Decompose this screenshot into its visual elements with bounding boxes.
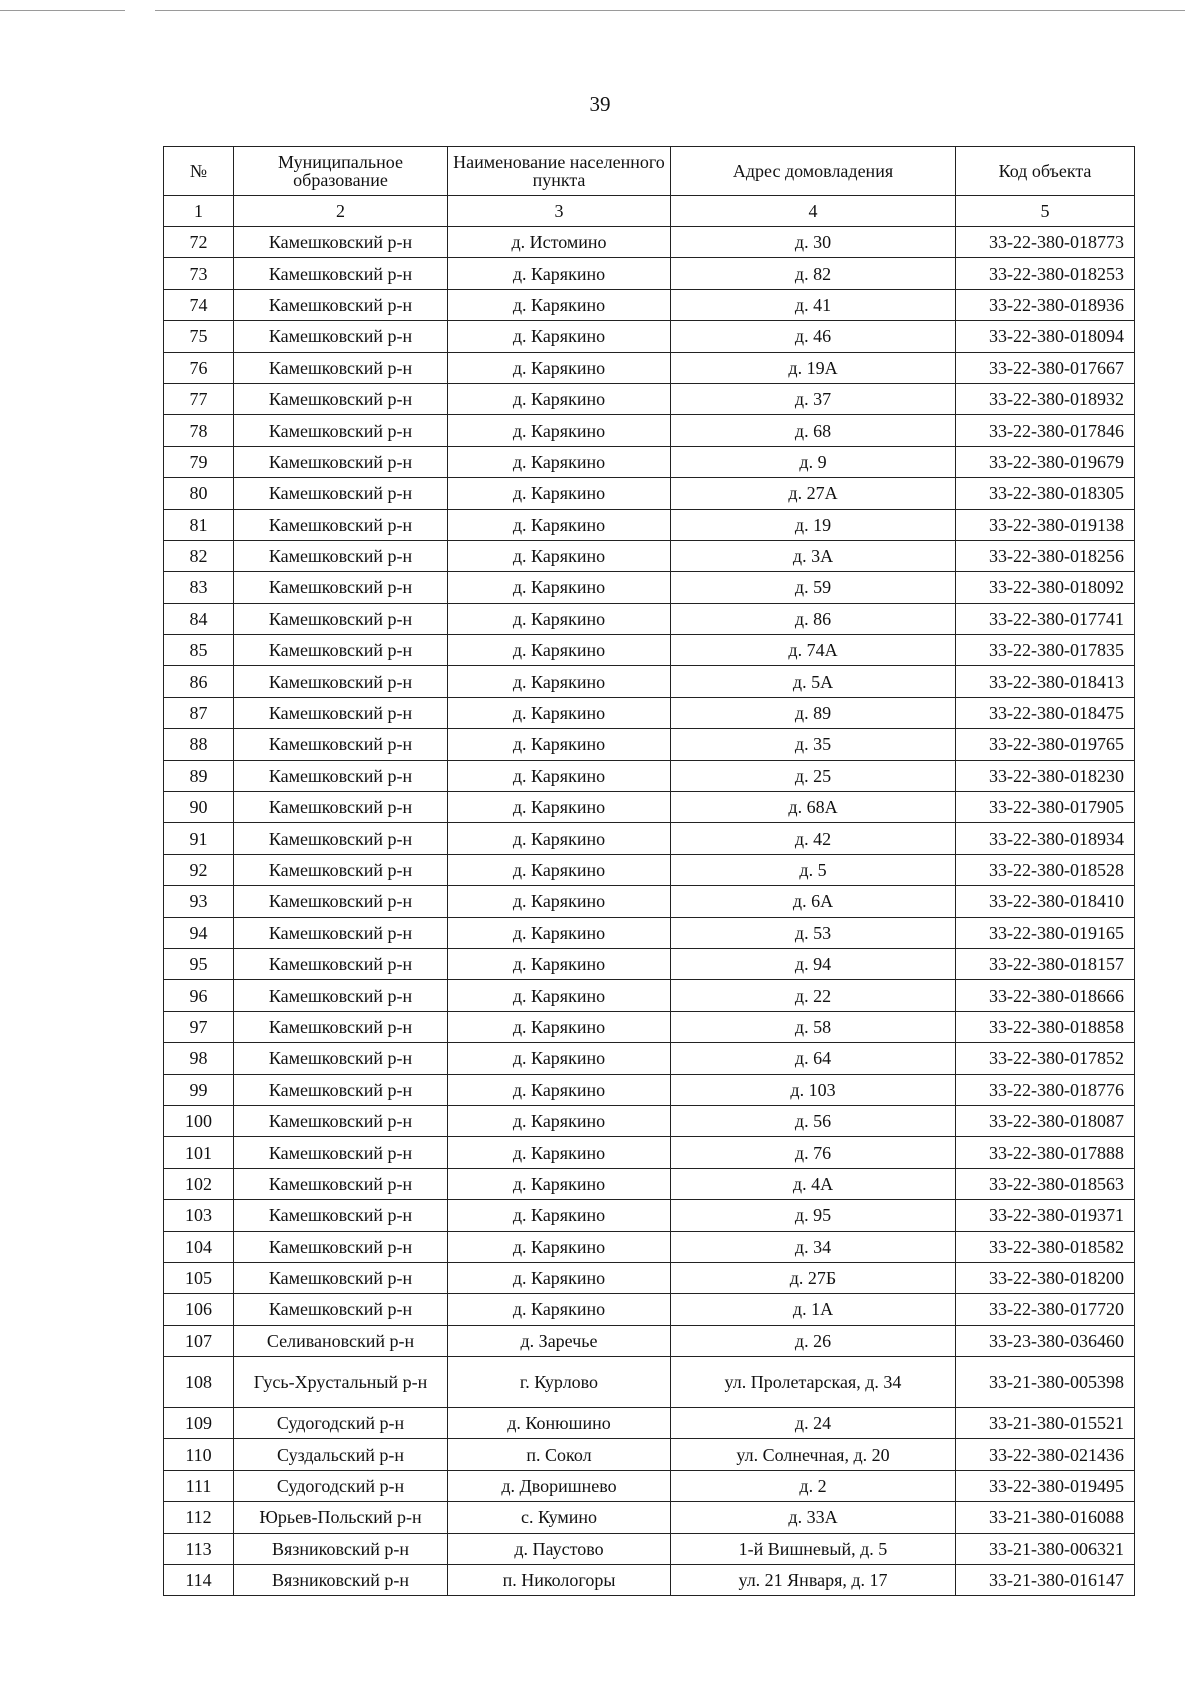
row-number: 114 [164,1565,234,1596]
scan-edge-line-left [0,10,125,11]
header-address: Адрес домовладения [671,147,956,196]
row-number: 82 [164,540,234,571]
address-cell: д. 64 [671,1043,956,1074]
settlement-cell: д. Карякино [448,1200,671,1231]
settlement-cell: с. Кумино [448,1502,671,1533]
municipality-cell: Камешковский р-н [234,572,448,603]
row-number: 111 [164,1470,234,1501]
settlement-cell: д. Карякино [448,415,671,446]
table-row [164,1357,1135,1408]
municipality-cell: Вязниковский р-н [234,1565,448,1596]
settlement-cell: д. Карякино [448,383,671,414]
settlement-cell: д. Карякино [448,1105,671,1136]
row-number: 78 [164,415,234,446]
address-cell: д. 37 [671,383,956,414]
address-cell: д. 103 [671,1074,956,1105]
table-row [164,446,1135,477]
address-cell: д. 68 [671,415,956,446]
municipality-cell: Камешковский р-н [234,792,448,823]
table-row [164,227,1135,258]
municipality-cell: Камешковский р-н [234,760,448,791]
object-code-cell: 33-22-380-018934 [956,823,1135,854]
address-cell: д. 27А [671,478,956,509]
object-code-cell: 33-22-380-018773 [956,227,1135,258]
row-number: 93 [164,886,234,917]
municipality-cell: Камешковский р-н [234,1200,448,1231]
row-number: 81 [164,509,234,540]
settlement-cell: д. Карякино [448,729,671,760]
address-cell: д. 26 [671,1325,956,1356]
table-row [164,1439,1135,1470]
table-body [164,227,1135,1596]
column-number-row [164,196,1135,227]
address-cell: д. 82 [671,258,956,289]
address-cell: д. 95 [671,1200,956,1231]
settlement-cell: д. Конюшино [448,1408,671,1439]
object-code-cell: 33-22-380-018256 [956,540,1135,571]
address-cell: д. 9 [671,446,956,477]
address-cell: д. 19А [671,352,956,383]
address-cell: д. 59 [671,572,956,603]
table-row [164,854,1135,885]
municipality-cell: Камешковский р-н [234,603,448,634]
row-number: 101 [164,1137,234,1168]
municipality-cell: Камешковский р-н [234,948,448,979]
object-code-cell: 33-22-380-021436 [956,1439,1135,1470]
object-code-cell: 33-21-380-015521 [956,1408,1135,1439]
municipality-cell: Камешковский р-н [234,1294,448,1325]
settlement-cell: д. Карякино [448,1137,671,1168]
row-number: 83 [164,572,234,603]
row-number: 113 [164,1533,234,1564]
settlement-cell: д. Карякино [448,635,671,666]
municipality-cell: Камешковский р-н [234,1137,448,1168]
municipality-cell: Камешковский р-н [234,1011,448,1042]
settlement-cell: д. Карякино [448,352,671,383]
municipality-cell: Камешковский р-н [234,729,448,760]
municipality-cell: Вязниковский р-н [234,1533,448,1564]
object-code-cell: 33-22-380-019495 [956,1470,1135,1501]
table-row [164,823,1135,854]
row-number: 74 [164,289,234,320]
table-row [164,948,1135,979]
row-number: 75 [164,321,234,352]
settlement-cell: д. Карякино [448,509,671,540]
table-row [164,1011,1135,1042]
settlement-cell: д. Карякино [448,258,671,289]
row-number: 106 [164,1294,234,1325]
municipality-cell: Камешковский р-н [234,383,448,414]
address-cell: д. 24 [671,1408,956,1439]
table-row [164,258,1135,289]
table-row [164,1168,1135,1199]
object-code-cell: 33-22-380-019765 [956,729,1135,760]
table-row [164,1074,1135,1105]
settlement-cell: д. Карякино [448,980,671,1011]
municipality-cell: Камешковский р-н [234,321,448,352]
settlement-cell: п. Сокол [448,1439,671,1470]
column-number: 5 [956,196,1135,227]
object-code-cell: 33-22-380-017835 [956,635,1135,666]
object-code-cell: 33-22-380-018413 [956,666,1135,697]
settlement-cell: д. Карякино [448,666,671,697]
row-number: 105 [164,1262,234,1293]
settlement-cell: д. Карякино [448,854,671,885]
municipality-cell: Камешковский р-н [234,635,448,666]
settlement-cell: д. Карякино [448,792,671,823]
settlement-cell: д. Карякино [448,823,671,854]
municipality-cell: Камешковский р-н [234,1262,448,1293]
row-number: 107 [164,1325,234,1356]
settlement-cell: д. Карякино [448,478,671,509]
settlement-cell: д. Карякино [448,760,671,791]
settlement-cell: д. Карякино [448,948,671,979]
row-number: 102 [164,1168,234,1199]
settlement-cell: д. Карякино [448,321,671,352]
row-number: 80 [164,478,234,509]
object-code-cell: 33-22-380-018253 [956,258,1135,289]
address-cell: д. 56 [671,1105,956,1136]
table-row [164,729,1135,760]
municipality-cell: Суздальский р-н [234,1439,448,1470]
page-number: 39 [589,92,611,116]
address-cell: д. 76 [671,1137,956,1168]
settlement-cell: д. Дворишнево [448,1470,671,1501]
table-row [164,1325,1135,1356]
row-number: 110 [164,1439,234,1470]
object-code-cell: 33-22-380-017720 [956,1294,1135,1325]
row-number: 109 [164,1408,234,1439]
settlement-cell: д. Карякино [448,886,671,917]
address-cell: д. 2 [671,1470,956,1501]
object-code-cell: 33-22-380-019138 [956,509,1135,540]
table-row [164,1105,1135,1136]
header-object-code: Код объекта [956,147,1135,196]
object-code-cell: 33-22-380-017905 [956,792,1135,823]
address-cell: д. 42 [671,823,956,854]
header-municipality: Муниципальное образование [234,147,448,196]
address-cell: д. 1А [671,1294,956,1325]
row-number: 90 [164,792,234,823]
municipality-cell: Юрьев-Польский р-н [234,1502,448,1533]
row-number: 103 [164,1200,234,1231]
table-row [164,1200,1135,1231]
municipality-cell: Камешковский р-н [234,509,448,540]
row-number: 99 [164,1074,234,1105]
row-number: 77 [164,383,234,414]
row-number: 97 [164,1011,234,1042]
row-number: 96 [164,980,234,1011]
municipality-cell: Камешковский р-н [234,697,448,728]
row-number: 95 [164,948,234,979]
municipality-cell: Камешковский р-н [234,415,448,446]
row-number: 88 [164,729,234,760]
municipality-cell: Камешковский р-н [234,917,448,948]
object-code-cell: 33-22-380-018666 [956,980,1135,1011]
address-cell: д. 74А [671,635,956,666]
object-code-cell: 33-22-380-018410 [956,886,1135,917]
municipality-cell: Камешковский р-н [234,1105,448,1136]
municipality-cell: Гусь-Хрустальный р-н [234,1357,448,1408]
municipality-cell: Камешковский р-н [234,446,448,477]
address-cell: д. 5 [671,854,956,885]
municipality-cell: Камешковский р-н [234,289,448,320]
table-row [164,1470,1135,1501]
municipality-cell: Камешковский р-н [234,980,448,1011]
table-row [164,792,1135,823]
municipality-cell: Селивановский р-н [234,1325,448,1356]
row-number: 100 [164,1105,234,1136]
row-number: 91 [164,823,234,854]
settlement-cell: д. Карякино [448,917,671,948]
address-cell: д. 5А [671,666,956,697]
object-code-cell: 33-22-380-018858 [956,1011,1135,1042]
settlement-cell: д. Карякино [448,1294,671,1325]
row-number: 79 [164,446,234,477]
table-row [164,1043,1135,1074]
settlement-cell: п. Никологоры [448,1565,671,1596]
table-row [164,603,1135,634]
settlement-cell: д. Истомино [448,227,671,258]
settlement-cell: д. Карякино [448,540,671,571]
table-row [164,1502,1135,1533]
table-row [164,886,1135,917]
settlement-cell: д. Заречье [448,1325,671,1356]
column-number: 4 [671,196,956,227]
object-code-cell: 33-22-380-018094 [956,321,1135,352]
settlement-cell: д. Карякино [448,1231,671,1262]
address-cell: д. 6А [671,886,956,917]
row-number: 76 [164,352,234,383]
table-row [164,1294,1135,1325]
municipality-cell: Камешковский р-н [234,227,448,258]
address-cell: ул. Пролетарская, д. 34 [671,1357,956,1408]
municipality-cell: Камешковский р-н [234,258,448,289]
address-cell: д. 30 [671,227,956,258]
address-cell: д. 35 [671,729,956,760]
object-code-cell: 33-22-380-019679 [956,446,1135,477]
object-code-cell: 33-22-380-017852 [956,1043,1135,1074]
row-number: 98 [164,1043,234,1074]
settlement-cell: г. Курлово [448,1357,671,1408]
address-cell: д. 41 [671,289,956,320]
address-cell: 1-й Вишневый, д. 5 [671,1533,956,1564]
object-code-cell: 33-22-380-018776 [956,1074,1135,1105]
table-row [164,1137,1135,1168]
table-row [164,509,1135,540]
municipality-cell: Камешковский р-н [234,1168,448,1199]
object-code-cell: 33-21-380-005398 [956,1357,1135,1408]
row-number: 72 [164,227,234,258]
object-code-cell: 33-22-380-017741 [956,603,1135,634]
table-row [164,1565,1135,1596]
object-code-cell: 33-22-380-017846 [956,415,1135,446]
table-row [164,540,1135,571]
address-cell: д. 86 [671,603,956,634]
row-number: 112 [164,1502,234,1533]
object-code-cell: 33-22-380-019371 [956,1200,1135,1231]
object-code-cell: 33-23-380-036460 [956,1325,1135,1356]
municipality-cell: Судогодский р-н [234,1470,448,1501]
object-code-cell: 33-22-380-018092 [956,572,1135,603]
settlement-cell: д. Карякино [448,572,671,603]
municipality-cell: Камешковский р-н [234,886,448,917]
settlement-cell: д. Карякино [448,1074,671,1105]
address-cell: д. 3А [671,540,956,571]
column-number: 2 [234,196,448,227]
address-cell: д. 33А [671,1502,956,1533]
row-number: 104 [164,1231,234,1262]
row-number: 108 [164,1357,234,1408]
municipality-cell: Камешковский р-н [234,854,448,885]
municipality-cell: Камешковский р-н [234,1074,448,1105]
settlement-cell: д. Карякино [448,289,671,320]
address-cell: д. 4А [671,1168,956,1199]
row-number: 73 [164,258,234,289]
object-code-cell: 33-21-380-016147 [956,1565,1135,1596]
address-cell: д. 34 [671,1231,956,1262]
settlement-cell: д. Карякино [448,1011,671,1042]
object-code-cell: 33-22-380-019165 [956,917,1135,948]
address-cell: ул. Солнечная, д. 20 [671,1439,956,1470]
row-number: 92 [164,854,234,885]
address-cell: д. 25 [671,760,956,791]
object-code-cell: 33-22-380-018200 [956,1262,1135,1293]
table-row [164,572,1135,603]
registry-table [163,146,1135,1596]
address-cell: д. 94 [671,948,956,979]
table-row [164,697,1135,728]
settlement-cell: д. Карякино [448,697,671,728]
row-number: 84 [164,603,234,634]
table-header-row [164,147,1135,196]
table-row [164,352,1135,383]
object-code-cell: 33-22-380-018305 [956,478,1135,509]
address-cell: д. 58 [671,1011,956,1042]
settlement-cell: д. Карякино [448,446,671,477]
row-number: 87 [164,697,234,728]
row-number: 94 [164,917,234,948]
address-cell: д. 68А [671,792,956,823]
table-row [164,917,1135,948]
object-code-cell: 33-22-380-018528 [956,854,1135,885]
table-row [164,980,1135,1011]
object-code-cell: 33-22-380-018157 [956,948,1135,979]
municipality-cell: Судогодский р-н [234,1408,448,1439]
address-cell: д. 27Б [671,1262,956,1293]
settlement-cell: д. Карякино [448,1043,671,1074]
address-cell: д. 53 [671,917,956,948]
table-row [164,760,1135,791]
address-cell: д. 46 [671,321,956,352]
settlement-cell: д. Паустово [448,1533,671,1564]
municipality-cell: Камешковский р-н [234,352,448,383]
scan-edge-line-right [155,10,1185,11]
object-code-cell: 33-22-380-018582 [956,1231,1135,1262]
table-row [164,478,1135,509]
object-code-cell: 33-22-380-017667 [956,352,1135,383]
object-code-cell: 33-22-380-017888 [956,1137,1135,1168]
table-row [164,321,1135,352]
municipality-cell: Камешковский р-н [234,1043,448,1074]
object-code-cell: 33-21-380-016088 [956,1502,1135,1533]
municipality-cell: Камешковский р-н [234,540,448,571]
table-row [164,1408,1135,1439]
table-row [164,635,1135,666]
header-number: № [164,147,234,196]
column-number: 1 [164,196,234,227]
row-number: 85 [164,635,234,666]
object-code-cell: 33-22-380-018230 [956,760,1135,791]
address-cell: д. 89 [671,697,956,728]
municipality-cell: Камешковский р-н [234,1231,448,1262]
object-code-cell: 33-22-380-018936 [956,289,1135,320]
table-row [164,666,1135,697]
object-code-cell: 33-22-380-018087 [956,1105,1135,1136]
municipality-cell: Камешковский р-н [234,666,448,697]
municipality-cell: Камешковский р-н [234,823,448,854]
object-code-cell: 33-22-380-018932 [956,383,1135,414]
row-number: 89 [164,760,234,791]
settlement-cell: д. Карякино [448,603,671,634]
table-row [164,1231,1135,1262]
row-number: 86 [164,666,234,697]
object-code-cell: 33-22-380-018563 [956,1168,1135,1199]
header-settlement: Наименование населенного пункта [448,147,671,196]
table-row [164,1533,1135,1564]
object-code-cell: 33-22-380-018475 [956,697,1135,728]
municipality-cell: Камешковский р-н [234,478,448,509]
address-cell: д. 19 [671,509,956,540]
table-row [164,289,1135,320]
column-number: 3 [448,196,671,227]
table-row [164,383,1135,414]
table-row [164,415,1135,446]
settlement-cell: д. Карякино [448,1168,671,1199]
address-cell: д. 22 [671,980,956,1011]
table-row [164,1262,1135,1293]
address-cell: ул. 21 Января, д. 17 [671,1565,956,1596]
object-code-cell: 33-21-380-006321 [956,1533,1135,1564]
settlement-cell: д. Карякино [448,1262,671,1293]
